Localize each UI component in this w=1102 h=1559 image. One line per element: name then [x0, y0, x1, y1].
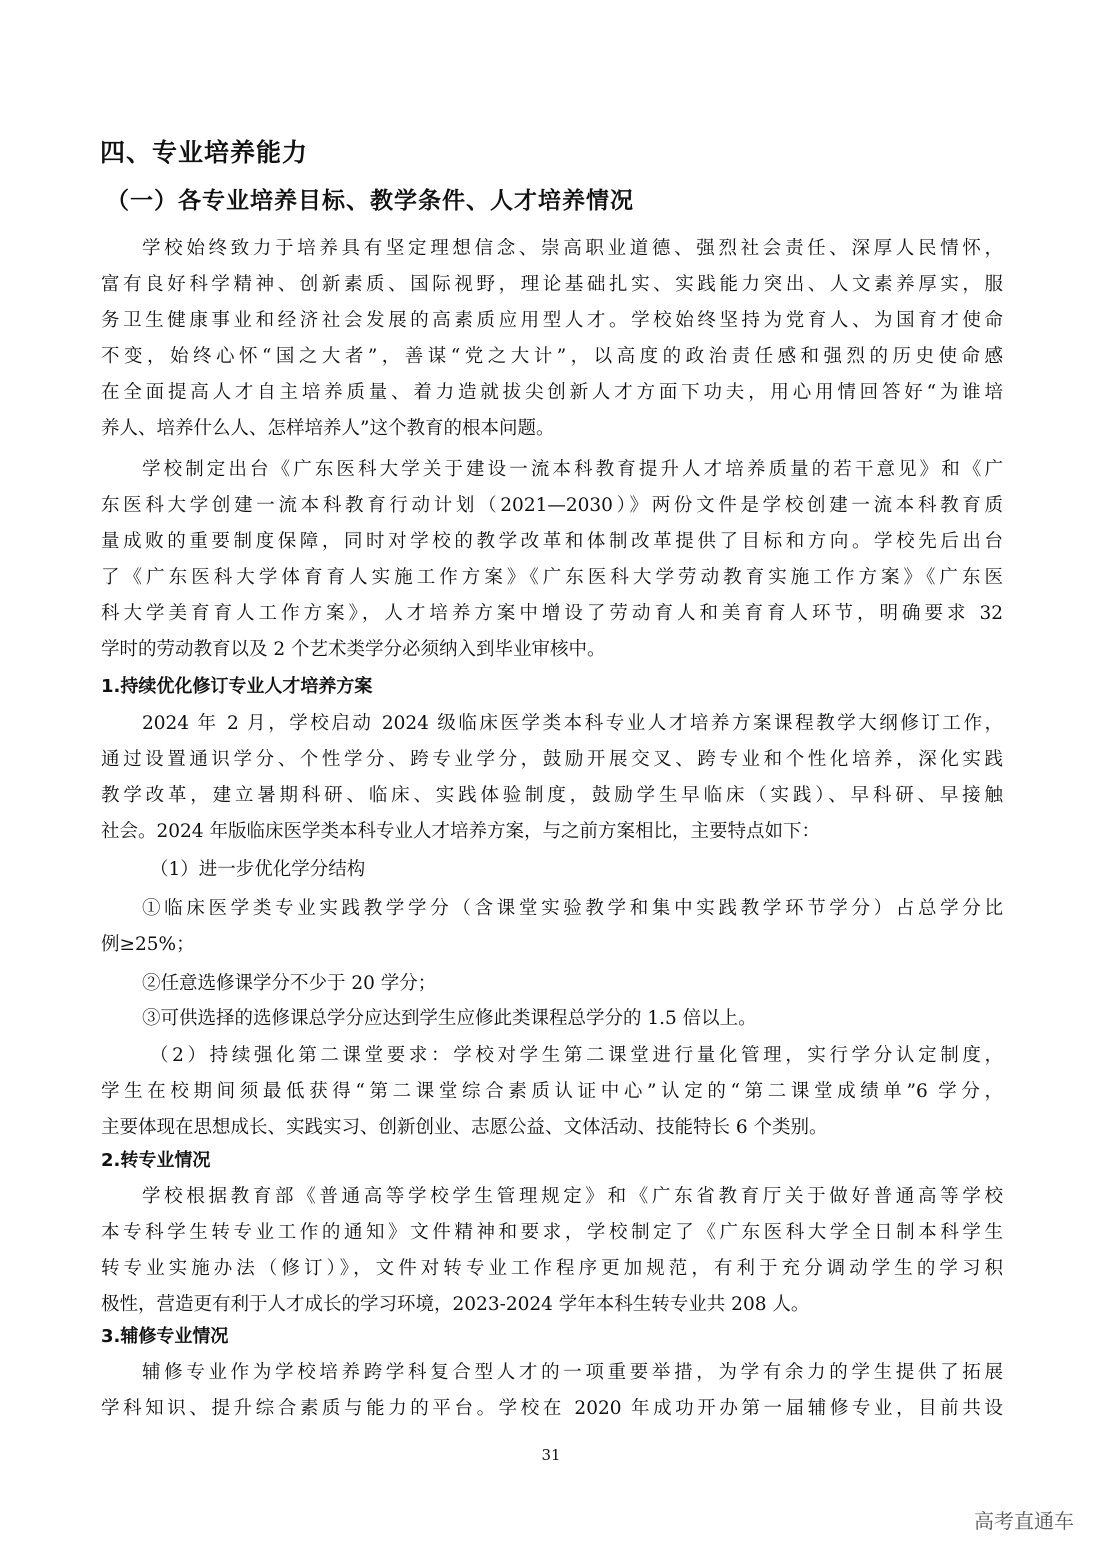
list-item-line: 主要体现在思想成长、实践实习、创新创业、志愿公益、文体活动、技能特长 6 个类别。	[101, 1117, 828, 1138]
list-item-line: （2）持续强化第二课堂要求：学校对学生第二课堂进行量化管理，实行学分认定制度，	[150, 1045, 1003, 1066]
paragraph-line: 东医科大学创建一流本科教育行动计划（2021—2030）》两份文件是学校创建一流本科教育质	[101, 495, 1003, 516]
paragraph-line: 辅修专业作为学校培养跨学科复合型人才的一项重要举措，为学有余力的学生提供了拓展	[142, 1362, 1003, 1383]
list-item-line: ③可供选择的选修课总学分应达到学生应修此类课程总学分的 1.5 倍以上。	[142, 1008, 757, 1029]
paragraph-line: 学校根据教育部《普通高等学校学生管理规定》和《广东省教育厅关于做好普通高等学校	[142, 1186, 1003, 1207]
paragraph-line: 在全面提高人才自主培养质量、着力造就拔尖创新人才方面下功夫，用心用情回答好“为谁培	[101, 382, 1003, 403]
list-item-line: 例≥25%；	[101, 934, 195, 955]
paragraph-line: 2024 年 2 月，学校启动 2024 级临床医学类本科专业人才培养方案课程教学大纲修订工作，	[142, 713, 1003, 734]
paragraph-line: 学校制定出台《广东医科大学关于建设一流本科教育提升人才培养质量的若干意见》和《广	[142, 459, 1003, 480]
paragraph-line: 量成败的重要制度保障，同时对学校的教学改革和体制改革提供了目标和方向。学校先后出台	[101, 531, 1003, 552]
watermark-text: 高考直通车	[974, 1509, 1074, 1533]
paragraph-line: 养人、培养什么人、怎样培养人”这个教育的根本问题。	[101, 418, 555, 439]
paragraph-line: 学时的劳动教育以及 2 个艺术类学分必须纳入到毕业审核中。	[101, 639, 606, 660]
paragraph-line: 务卫生健康事业和经济社会发展的高素质应用型人才。学校始终坚持为党育人、为国育才使命	[101, 310, 1003, 331]
list-item-line: 学生在校期间须最低获得“第二课堂综合素质认证中心”认定的“第二课堂成绩单”6 学分，	[101, 1081, 1003, 1102]
page-number: 31	[541, 1446, 561, 1464]
paragraph-line: 科大学美育育人工作方案》，人才培养方案中增设了劳动育人和美育育人环节，明确要求 32	[101, 603, 1003, 624]
paragraph-line: 学科知识、提升综合素质与能力的平台。学校在 2020 年成功开办第一届辅修专业，目前共设	[101, 1398, 1003, 1419]
list-item-title: （1）进一步优化学分结构	[150, 859, 366, 880]
list-item-line: ①临床医学类专业实践教学学分（含课堂实验教学和集中实践教学环节学分）占总学分比	[142, 898, 1003, 919]
section-2-title: 2.转专业情况	[101, 1150, 211, 1171]
section-heading: 四、专业培养能力	[100, 138, 309, 167]
paragraph-line: 学校始终致力于培养具有坚定理想信念、崇高职业道德、强烈社会责任、深厚人民情怀，	[142, 238, 1003, 259]
subsection-heading: （一）各专业培养目标、教学条件、人才培养情况	[106, 188, 634, 214]
paragraph-line: 不变，始终心怀“国之大者”，善谋“党之大计”，以高度的政治责任感和强烈的历史使命感	[101, 346, 1003, 367]
paragraph-line: 通过设置通识学分、个性学分、跨专业学分，鼓励开展交叉、跨专业和个性化培养，深化实践	[101, 749, 1003, 770]
list-item-line: ②任意选修课学分不少于 20 学分；	[142, 973, 437, 994]
section-3-title: 3.辅修专业情况	[101, 1326, 229, 1347]
paragraph-line: 社会。2024 年版临床医学类本科专业人才培养方案，与之前方案相比，主要特点如下：	[101, 821, 820, 842]
paragraph-line: 极性，营造更有利于人才成长的学习环境，2023-2024 学年本科生转专业共 208 人。	[101, 1294, 810, 1315]
section-1-title: 1.持续优化修订专业人才培养方案	[101, 676, 373, 697]
paragraph-line: 转专业实施办法（修订）》，文件对转专业工作程序更加规范，有利于充分调动学生的学习积	[101, 1258, 1003, 1279]
paragraph-line: 富有良好科学精神、创新素质、国际视野，理论基础扎实、实践能力突出、人文素养厚实，服	[101, 274, 1003, 295]
paragraph-line: 了《广东医科大学体育育人实施工作方案》《广东医科大学劳动教育实施工作方案》《广东医	[101, 567, 1003, 588]
paragraph-line: 本专科学生转专业工作的通知》文件精神和要求，学校制定了《广东医科大学全日制本科学生	[101, 1222, 1003, 1243]
paragraph-line: 教学改革，建立暑期科研、临床、实践体验制度，鼓励学生早临床（实践）、早科研、早接触	[101, 785, 1003, 806]
